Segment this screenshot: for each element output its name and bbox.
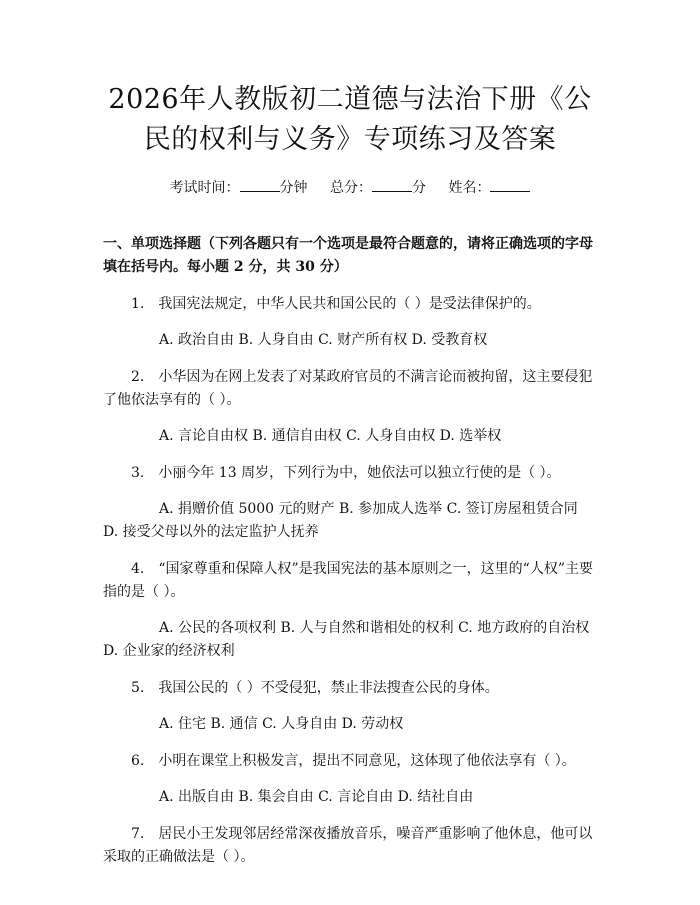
question-7-stem: 7. 居民小王发现邻居经常深夜播放音乐，噪音严重影响了他休息，他可以采取的正确做法是（ ）。 <box>103 826 593 865</box>
question-6-options: A. 出版自由 B. 集会自由 C. 言论自由 D. 结社自由 <box>159 789 474 805</box>
question-4-stem: 4. “国家尊重和保障人权”是我国宪法的基本原则之一，这里的“人权”主要指的是（ ）。 <box>103 561 593 600</box>
question-3-stem: 3. 小丽今年 13 周岁，下列行为中，她依法可以独立行使的是（ ）。 <box>131 465 561 481</box>
question-5-options: A. 住宅 B. 通信 C. 人身自由 D. 劳动权 <box>159 716 404 732</box>
time-unit: 分钟 <box>279 180 308 196</box>
question-2-stem: 2. 小华因为在网上发表了对某政府官员的不满言论而被拘留，这主要侵犯了他依法享有的（ ）。 <box>103 369 593 408</box>
section-heading: 一、单项选择题（下列各题只有一个选项是最符合题意的，请将正确选项的字母填在括号内。每小题 2 分，共 30 分） <box>103 236 593 275</box>
document-title: 2026年人教版初二道德与法治下册《公民的权利与义务》专项练习及答案 <box>108 84 592 155</box>
time-blank <box>240 177 280 192</box>
question-4-options: A. 公民的各项权利 B. 人与自然和谐相处的权利 C. 地方政府的自治权 D. 企业家的经济权利 <box>103 620 590 659</box>
question-1-stem: 1. 我国宪法规定，中华人民共和国公民的（ ）是受法律保护的。 <box>131 296 541 312</box>
exam-info <box>103 177 597 197</box>
score-blank <box>372 177 412 192</box>
name-blank <box>490 177 530 192</box>
score-unit: 分 <box>412 180 426 196</box>
name-label: 姓名： <box>448 180 491 196</box>
question-1-options: A. 政治自由 B. 人身自由 C. 财产所有权 D. 受教育权 <box>159 332 488 348</box>
question-2-options: A. 言论自由权 B. 通信自由权 C. 人身自由权 D. 选举权 <box>159 428 502 444</box>
time-label: 考试时间： <box>169 180 240 196</box>
score-label: 总分： <box>330 180 372 196</box>
question-3-options: A. 捐赠价值 5000 元的财产 B. 参加成人选举 C. 签订房屋租赁合同 D. 接受父母以外的法定监护人抚养 <box>103 501 578 540</box>
question-5-stem: 5. 我国公民的（ ）不受侵犯，禁止非法搜查公民的身体。 <box>131 680 499 696</box>
question-list <box>103 293 597 869</box>
question-6-stem: 6. 小明在课堂上积极发言，提出不同意见，这体现了他依法享有（ ）。 <box>131 753 576 769</box>
